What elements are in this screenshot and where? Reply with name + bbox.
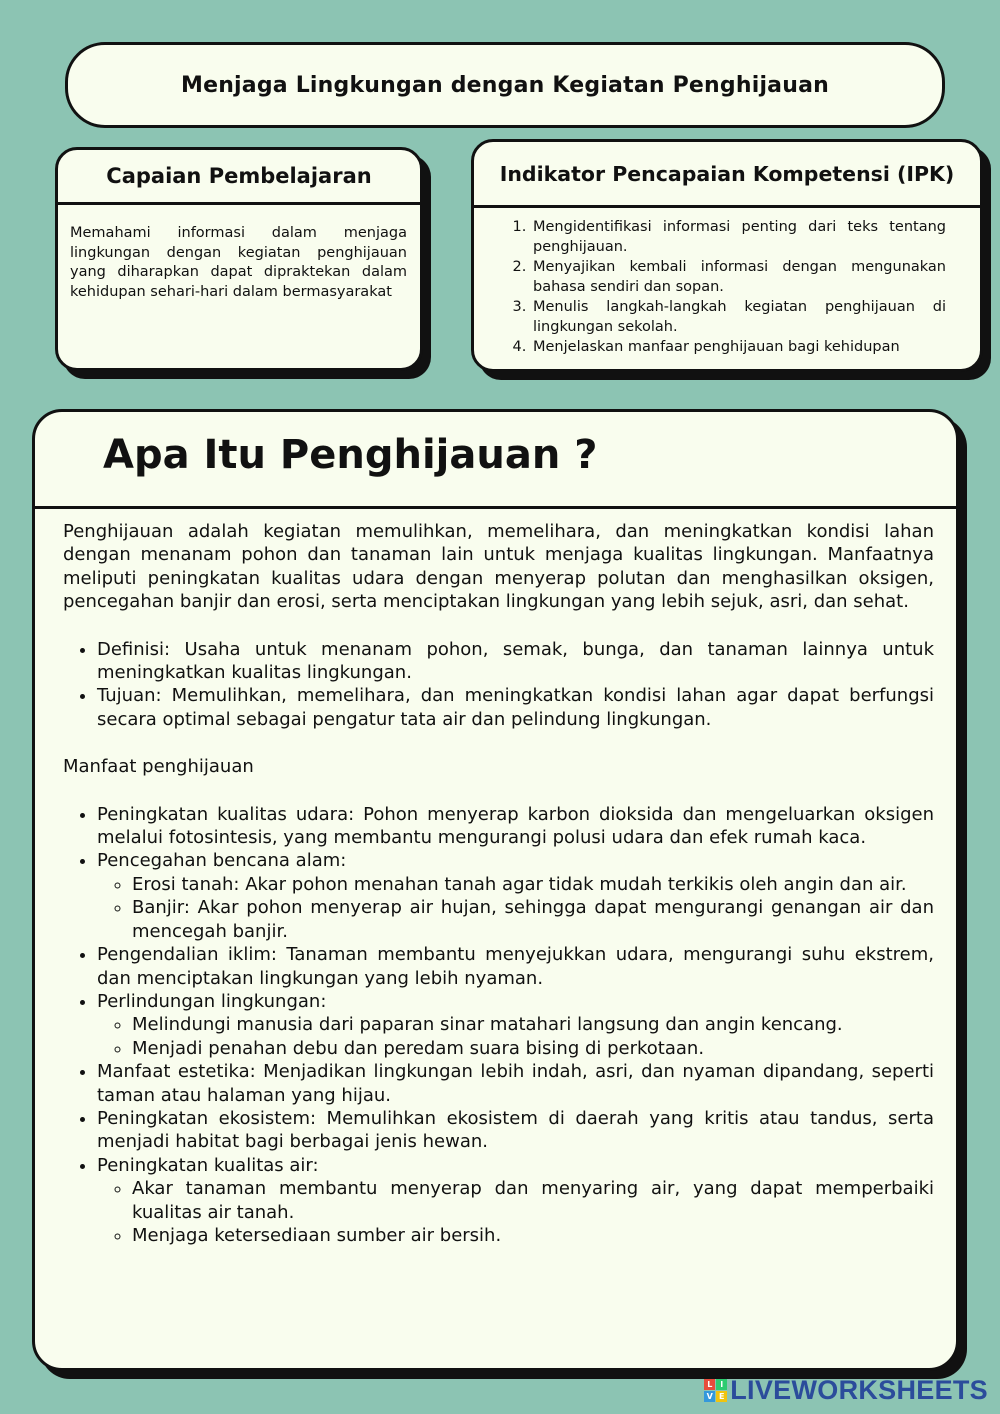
ipk-list (474, 208, 980, 357)
capaian-title: Capaian Pembelajaran (58, 150, 420, 205)
sub-list (97, 1013, 934, 1060)
list-item: • Tujuan: Memulihkan, memelihara, dan meningkatkan kondisi lahan agar dapat berfungsi secara optimal sebagai pengatur tata air dan pelindung lingkungan. (97, 684, 934, 731)
logo-letter: I (716, 1379, 727, 1390)
list-item: • Pengendalian iklim: Tanaman membantu menyejukkan udara, mengurangi suhu ekstrem, dan menciptakan lingkungan yang lebih nyaman. (97, 943, 934, 990)
list-item: • Peningkatan ekosistem: Memulihkan ekosistem di daerah yang kritis atau tandus, serta menjadi habitat bagi berbagai jenis hewan. (97, 1107, 934, 1154)
list-item: • Definisi: Usaha untuk menanam pohon, semak, bunga, dan tanaman lainnya untuk meningkatkan kualitas lingkungan. (97, 638, 934, 685)
sub-list-item: ◦ Banjir: Akar pohon menyerap air hujan, sehingga dapat mengurangi genangan air dan mencegah banjir. (132, 896, 934, 943)
ipk-item: 4. Menjelaskan manfaar penghijauan bagi kehidupan (531, 337, 946, 357)
main-card (32, 409, 959, 1371)
sub-list (97, 1177, 934, 1247)
liveworksheets-watermark (704, 1375, 988, 1406)
capaian-card (55, 147, 423, 371)
list-item-label: Perlindungan lingkungan: (97, 990, 327, 1012)
sub-list-item: ◦ Erosi tanah: Akar pohon menahan tanah agar tidak mudah terkikis oleh angin dan air. (132, 873, 934, 896)
intro-paragraph: Penghijauan adalah kegiatan memulihkan, memelihara, dan meningkatkan kondisi lahan dengan menanam pohon dan tanaman lain untuk menjaga kualitas lingkungan. Manfaatnya meliputi peningkatan kualitas udara dengan menyerap polutan dan menghasilkan oksigen, pencegahan banjir dan erosi, serta menciptakan lingkungan yang lebih sejuk, asri, dan sehat. (63, 521, 934, 613)
manfaat-list (63, 803, 934, 1248)
list-item: • Manfaat estetika: Menjadikan lingkungan lebih indah, asri, dan nyaman dipandang, seperti taman atau halaman yang hijau. (97, 1060, 934, 1107)
sub-list-item: ◦ Menjaga ketersediaan sumber air bersih. (132, 1224, 934, 1247)
ipk-card (471, 139, 983, 372)
logo-letter: E (716, 1391, 727, 1402)
ipk-item: 3. Menulis langkah-langkah kegiatan penghijauan di lingkungan sekolah. (531, 297, 946, 337)
ipk-item: 1. Mengidentifikasi informasi penting dari teks tentang penghijauan. (531, 217, 946, 257)
capaian-text: Memahami informasi dalam menjaga lingkungan dengan kegiatan penghijauan yang diharapkan dapat dipraktekan dalam kehidupan sehari-hari dalam bermasyarakat (70, 225, 407, 300)
list-item-label: Peningkatan kualitas air: (97, 1154, 319, 1176)
main-content (35, 509, 956, 1247)
liveworksheets-logo-icon (704, 1379, 727, 1402)
page-title: Menjaga Lingkungan dengan Kegiatan Penghijauan (180, 72, 830, 98)
logo-letter: L (704, 1379, 715, 1390)
definition-list (63, 638, 934, 732)
list-item (97, 990, 934, 1060)
manfaat-heading: Manfaat penghijauan (63, 756, 254, 778)
main-header (35, 412, 956, 509)
watermark-text: LIVEWORKSHEETS (730, 1375, 988, 1405)
sub-list-item: ◦ Melindungi manusia dari paparan sinar matahari langsung dan angin kencang. (132, 1013, 934, 1036)
list-item (97, 1154, 934, 1248)
list-item (97, 849, 934, 943)
list-item: • Peningkatan kualitas udara: Pohon menyerap karbon dioksida dan mengeluarkan oksigen melalui fotosintesis, yang membantu mengurangi polusi udara dan efek rumah kaca. (97, 803, 934, 850)
ipk-item: 2. Menyajikan kembali informasi dengan mengunakan bahasa sendiri dan sopan. (531, 257, 946, 297)
title-banner (65, 42, 945, 128)
sub-list-item: ◦ Menjadi penahan debu dan peredam suara bising di perkotaan. (132, 1037, 934, 1060)
logo-letter: V (704, 1391, 715, 1402)
ipk-title: Indikator Pencapaian Kompetensi (IPK) (474, 142, 980, 208)
list-item-label: Pencegahan bencana alam: (97, 850, 347, 872)
sub-list-item: ◦ Akar tanaman membantu menyerap dan menyaring air, yang dapat memperbaiki kualitas air tanah. (132, 1177, 934, 1224)
main-title: Apa Itu Penghijauan ? (103, 432, 598, 478)
sub-list (97, 873, 934, 943)
